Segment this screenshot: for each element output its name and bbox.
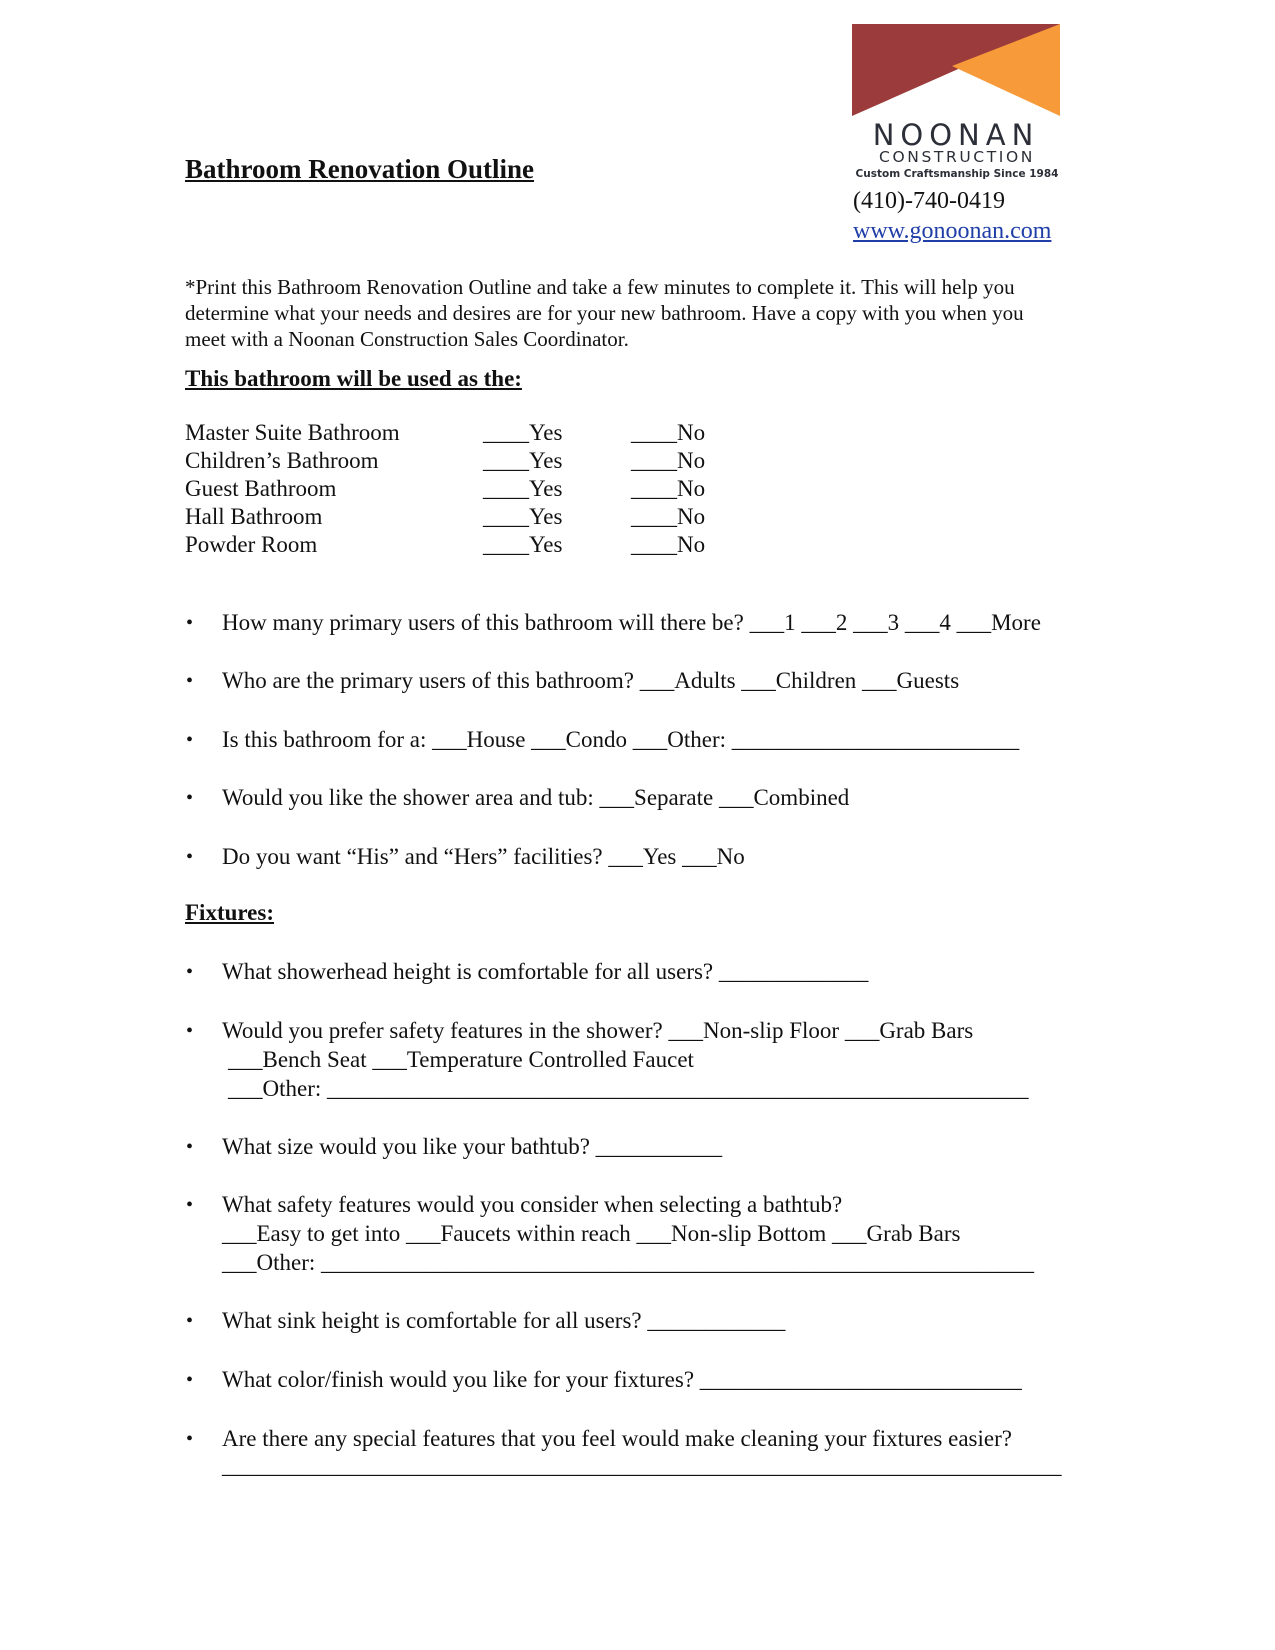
- usage-row-label: Guest Bathroom: [185, 476, 337, 501]
- usage-heading: This bathroom will be used as the:: [185, 366, 522, 391]
- question-dwelling-type[interactable]: Is this bathroom for a: ___House ___Condo ___Other: _________________________: [222, 727, 1020, 752]
- usage-yes-option[interactable]: ____Yes: [483, 420, 563, 445]
- question-shower-tub[interactable]: Would you like the shower area and tub: ___Separate ___Combined: [222, 785, 850, 810]
- bullet-icon: •: [186, 1194, 194, 1216]
- usage-no-option[interactable]: ____No: [631, 532, 706, 557]
- bullet-icon: •: [186, 612, 194, 634]
- company-phone: (410)-740-0419: [853, 188, 1005, 214]
- intro-text: *Print this Bathroom Renovation Outline and take a few minutes to complete it. This will help you determine what your needs and desires are for your new bathroom. Have a copy with you when you meet with a Noonan Construction Sales Coordinator.: [185, 275, 1024, 351]
- bullet-icon: •: [186, 961, 194, 983]
- usage-no-option[interactable]: ____No: [631, 476, 706, 501]
- usage-row-label: Children’s Bathroom: [185, 448, 379, 473]
- question-bathtub-safety-options[interactable]: ___Easy to get into ___Faucets within reach ___Non-slip Bottom ___Grab Bars: [222, 1221, 961, 1246]
- usage-yes-option[interactable]: ____Yes: [483, 476, 563, 501]
- question-bathtub-size[interactable]: What size would you like your bathtub? ___________: [222, 1134, 723, 1159]
- bullet-icon: •: [186, 1020, 194, 1042]
- bullet-icon: •: [186, 1428, 194, 1450]
- question-bathtub-safety: What safety features would you consider when selecting a bathtub?: [222, 1192, 843, 1217]
- company-website-link[interactable]: www.gonoonan.com: [853, 218, 1052, 244]
- company-logo: [852, 24, 1060, 116]
- usage-yes-option[interactable]: ____Yes: [483, 504, 563, 529]
- question-cleaning-features: Are there any special features that you feel would make cleaning your fixtures easier?: [222, 1426, 1012, 1451]
- company-subname: CONSTRUCTION: [879, 148, 1035, 166]
- usage-row-label: Powder Room: [185, 532, 318, 557]
- fixtures-heading: Fixtures:: [185, 900, 275, 925]
- usage-yes-option[interactable]: ____Yes: [483, 448, 563, 473]
- usage-no-option[interactable]: ____No: [631, 420, 706, 445]
- usage-row-label: Hall Bathroom: [185, 504, 323, 529]
- question-fixture-finish[interactable]: What color/finish would you like for your fixtures? ____________________________: [222, 1367, 1022, 1392]
- question-cleaning-answer-line[interactable]: _________________________________________________________________________: [222, 1453, 1062, 1478]
- usage-yes-option[interactable]: ____Yes: [483, 532, 563, 557]
- bullet-icon: •: [186, 787, 194, 809]
- bullet-icon: •: [186, 670, 194, 692]
- question-sink-height[interactable]: What sink height is comfortable for all users? ____________: [222, 1308, 786, 1333]
- question-his-hers[interactable]: Do you want “His” and “Hers” facilities? ___Yes ___No: [222, 844, 745, 869]
- question-users-count[interactable]: How many primary users of this bathroom will there be? ___1 ___2 ___3 ___4 ___More: [222, 610, 1041, 635]
- company-tagline: Custom Craftsmanship Since 1984: [855, 168, 1059, 180]
- usage-no-option[interactable]: ____No: [631, 448, 706, 473]
- bullet-icon: •: [186, 729, 194, 751]
- question-shower-safety[interactable]: Would you prefer safety features in the shower? ___Non-slip Floor ___Grab Bars: [222, 1018, 974, 1043]
- bullet-icon: •: [186, 1136, 194, 1158]
- company-name: NOONAN: [872, 118, 1040, 152]
- question-users-type[interactable]: Who are the primary users of this bathroom? ___Adults ___Children ___Guests: [222, 668, 960, 693]
- usage-no-option[interactable]: ____No: [631, 504, 706, 529]
- page-title: Bathroom Renovation Outline: [185, 154, 535, 184]
- question-bathtub-safety-other[interactable]: ___Other: ______________________________________________________________: [222, 1250, 1035, 1275]
- question-showerhead-height[interactable]: What showerhead height is comfortable for all users? _____________: [222, 959, 869, 984]
- bullet-icon: •: [186, 846, 194, 868]
- question-shower-safety-options[interactable]: ___Bench Seat ___Temperature Controlled Faucet: [228, 1047, 694, 1072]
- usage-row-label: Master Suite Bathroom: [185, 420, 400, 445]
- bullet-icon: •: [186, 1310, 194, 1332]
- question-shower-safety-other[interactable]: ___Other: _____________________________________________________________: [228, 1076, 1029, 1101]
- bullet-icon: •: [186, 1369, 194, 1391]
